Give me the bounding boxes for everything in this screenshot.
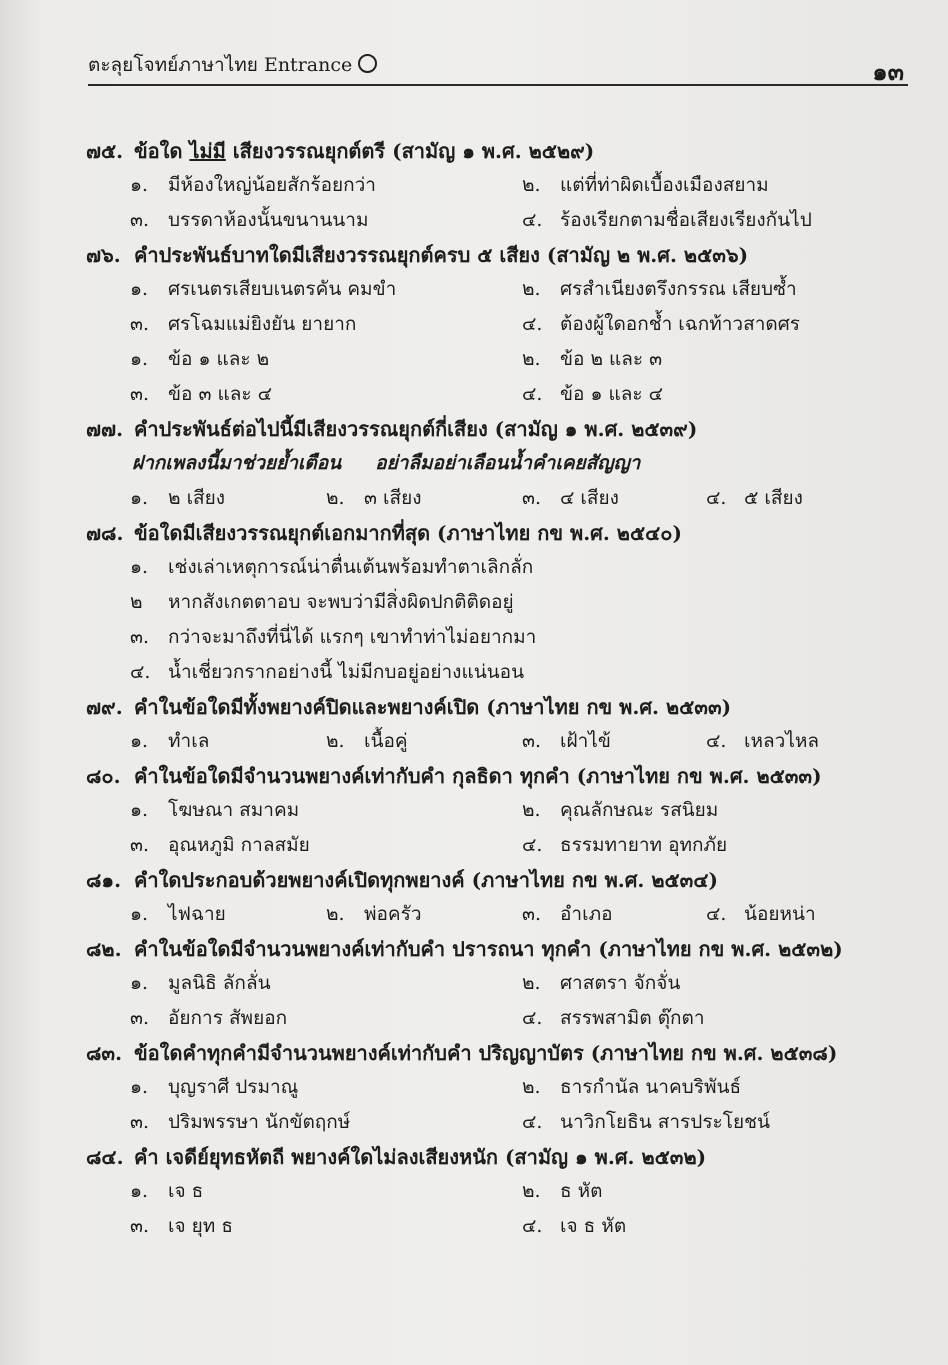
option-row xyxy=(86,966,826,1001)
option-row xyxy=(86,1001,826,1036)
option-text: บุญราศี ปรมาณู xyxy=(168,1076,299,1098)
option xyxy=(130,1105,350,1140)
question-text: คำในข้อใดมีจำนวนพยางค์เท่ากับคำ กุลธิดา ทุกคำ (ภาษาไทย กข พ.ศ. ๒๕๓๓) xyxy=(134,764,822,788)
option-text: ศรโฉมแม่ยิงยัน ยายาก xyxy=(168,313,357,335)
option-text: ธารกำนัล นาคบริพันธ์ xyxy=(560,1076,742,1098)
option xyxy=(130,203,368,238)
option-text: บรรดาห้องนั้นขนานนาม xyxy=(168,209,369,231)
option-row xyxy=(86,168,826,203)
option xyxy=(130,966,271,1001)
option-number: ๓. xyxy=(522,730,542,752)
option-number: ๒ xyxy=(130,591,143,613)
option-text: โฆษณา สมาคม xyxy=(168,799,300,821)
option xyxy=(522,966,680,1001)
option-number: ๔. xyxy=(522,834,543,856)
option-row xyxy=(86,342,826,377)
option-number: ๔. xyxy=(522,209,543,231)
question-text: คำในข้อใดมีจำนวนพยางค์เท่ากับคำ ปรารถนา ทุกคำ (ภาษาไทย กข พ.ศ. ๒๕๓๒) xyxy=(134,937,843,961)
option-row xyxy=(86,377,826,412)
option-number: ๒. xyxy=(326,730,345,752)
option-number: ๑. xyxy=(130,1076,149,1098)
option xyxy=(130,724,209,759)
option-number: ๑. xyxy=(130,278,149,300)
question-77 xyxy=(86,412,826,446)
book-title: ตะลุยโจทย์ภาษาไทย Entrance xyxy=(88,54,353,76)
question-text: เสียงวรรณยุกต์ตรี (สามัญ ๑ พ.ศ. ๒๕๒๙) xyxy=(225,139,595,163)
question-list xyxy=(86,134,843,1244)
option xyxy=(130,793,299,828)
option-number: ๑. xyxy=(130,174,149,196)
page-header xyxy=(88,48,908,86)
page-number: ๑๓ xyxy=(872,57,904,86)
question-text: ข้อใด xyxy=(134,139,190,163)
option-text: ศาสตรา จักจั่น xyxy=(560,972,681,994)
option-number: ๓. xyxy=(130,1007,150,1029)
question-number: ๗๙. xyxy=(86,695,123,719)
option xyxy=(522,1070,741,1105)
option-text: น้ำเชี่ยวกรากอย่างนี้ ไม่มีกบอยู่อย่างแน่นอน xyxy=(168,661,525,683)
option-number: ๔. xyxy=(522,383,543,405)
option-row xyxy=(86,897,826,932)
option xyxy=(130,620,536,655)
option xyxy=(706,897,816,932)
option-text: มีห้องใหญ่น้อยสักร้อยกว่า xyxy=(168,174,376,196)
option xyxy=(522,1209,626,1244)
option-text: คุณลักษณะ รสนิยม xyxy=(560,799,719,821)
option-row xyxy=(86,793,826,828)
option-number: ๒. xyxy=(522,799,541,821)
option-text: เนื้อคู่ xyxy=(364,730,408,752)
option-row xyxy=(86,1070,826,1105)
verse-line: อย่าลืมอย่าเลือนน้ำคำเคยสัญญา xyxy=(375,452,641,474)
option-text: ๔ เสียง xyxy=(560,487,619,509)
question-79 xyxy=(86,690,826,724)
option xyxy=(522,168,769,203)
question-75 xyxy=(86,134,826,168)
option-text: ศรสำเนียงตรึงกรรณ เสียบซ้ำ xyxy=(560,278,797,300)
option-number: ๓. xyxy=(130,1215,150,1237)
option xyxy=(326,724,408,759)
option-row xyxy=(86,620,826,655)
option-number: ๓. xyxy=(130,1111,150,1133)
option-row xyxy=(86,272,826,307)
option xyxy=(522,724,611,759)
question-83 xyxy=(86,1036,838,1070)
question-number: ๗๗. xyxy=(86,417,124,441)
option-text: แต่ที่ท่าผิดเบื้องเมืองสยาม xyxy=(560,174,769,196)
option-number: ๔. xyxy=(706,903,727,925)
option xyxy=(522,272,797,307)
option-number: ๔. xyxy=(522,313,543,335)
option-number: ๒. xyxy=(326,903,345,925)
option-text: ข้อ ๑ และ ๔ xyxy=(560,383,664,405)
option-text: อัยการ สัพยอก xyxy=(168,1007,288,1029)
option-text: เหลวไหล xyxy=(744,730,820,752)
option xyxy=(130,342,269,377)
question-text: ข้อใดคำทุกคำมีจำนวนพยางค์เท่ากับคำ ปริญญาบัตร (ภาษาไทย กข พ.ศ. ๒๕๓๘) xyxy=(134,1041,838,1065)
option xyxy=(522,1001,705,1036)
option-text: นาวิกโยธิน สารประโยชน์ xyxy=(560,1111,770,1133)
option-number: ๓. xyxy=(130,383,150,405)
question-text: ข้อใดมีเสียงวรรณยุกต์เอกมากที่สุด (ภาษาไทย กข พ.ศ. ๒๕๔๐) xyxy=(134,521,682,545)
question-82 xyxy=(86,932,843,966)
option-number: ๔. xyxy=(706,487,727,509)
option-text: ไฟฉาย xyxy=(168,903,226,925)
question-number: ๘๒. xyxy=(86,937,122,961)
option-number: ๒. xyxy=(522,174,541,196)
option-row xyxy=(86,1174,826,1209)
option-number: ๓. xyxy=(522,903,542,925)
option xyxy=(522,342,662,377)
option-text: ทำเล xyxy=(168,730,210,752)
option-number: ๒. xyxy=(522,348,541,370)
option xyxy=(522,377,663,412)
question-number: ๗๘. xyxy=(86,521,124,545)
question-text: คำใดประกอบด้วยพยางค์เปิดทุกพยางค์ (ภาษาไทย กข พ.ศ. ๒๕๓๔) xyxy=(134,868,718,892)
option-text: ข้อ ๑ และ ๒ xyxy=(168,348,270,370)
question-number: ๘๐. xyxy=(86,764,121,788)
option-number: ๑. xyxy=(130,1180,149,1202)
option-number: ๑. xyxy=(130,972,149,994)
option xyxy=(130,828,310,863)
option-text: ข้อ ๓ และ ๔ xyxy=(168,383,272,405)
option xyxy=(522,481,619,516)
verse-line: ฝากเพลงนี้มาช่วยย้ำเตือน xyxy=(132,452,342,474)
option xyxy=(130,550,533,585)
option xyxy=(130,272,396,307)
option-number: ๑. xyxy=(130,799,149,821)
option-text: ๕ เสียง xyxy=(744,487,803,509)
option-text: ต้องผู้ใดอกช้ำ เฉกท้าวสาดศร xyxy=(560,313,800,335)
question-text: คำในข้อใดมีทั้งพยางค์ปิดและพยางค์เปิด (ภาษาไทย กข พ.ศ. ๒๕๓๓) xyxy=(134,695,732,719)
option xyxy=(130,1070,298,1105)
option-number: ๑. xyxy=(130,348,149,370)
option-number: ๔. xyxy=(522,1215,543,1237)
option-text: กว่าจะมาถึงที่นี่ได้ แรกๆ เขาทำท่าไม่อยากมา xyxy=(168,626,537,648)
option-text: อำเภอ xyxy=(560,903,613,925)
header-title xyxy=(88,50,377,80)
option xyxy=(522,1174,603,1209)
question-number: ๗๖. xyxy=(86,243,121,267)
option xyxy=(522,1105,770,1140)
option xyxy=(522,828,727,863)
option-row xyxy=(86,481,826,516)
option-text: ๒ เสียง xyxy=(168,487,226,509)
option-number: ๓. xyxy=(522,487,542,509)
option-number: ๔. xyxy=(706,730,727,752)
option-text: เฝ้าไข้ xyxy=(560,730,611,752)
option-text: ปริมพรรษา นักขัตฤกษ์ xyxy=(168,1111,351,1133)
question-number: ๘๑. xyxy=(86,868,122,892)
option xyxy=(130,1209,233,1244)
option-number: ๒. xyxy=(522,972,541,994)
option-number: ๓. xyxy=(130,834,150,856)
option xyxy=(522,203,812,238)
option xyxy=(130,377,272,412)
option xyxy=(130,481,225,516)
option xyxy=(130,168,376,203)
option xyxy=(130,897,226,932)
option-row xyxy=(86,828,826,863)
option-text: น้อยหน่า xyxy=(744,903,816,925)
option-text: ศรเนตรเสียบเนตรคัน คมขำ xyxy=(168,278,397,300)
option-text: สรรพสามิต ตุ๊กตา xyxy=(560,1007,705,1029)
option-number: ๑. xyxy=(130,730,149,752)
option-number: ๑. xyxy=(130,903,149,925)
question-80 xyxy=(86,759,826,793)
question-number: ๗๕. xyxy=(86,139,124,163)
option xyxy=(130,585,514,620)
option-number: ๒. xyxy=(326,487,345,509)
option-text: เจ ยุท ธ xyxy=(168,1215,233,1237)
question-text: คำ เจดีย์ยุทธหัตถี พยางค์ใดไม่ลงเสียงหนัก (สามัญ ๑ พ.ศ. ๒๕๓๒) xyxy=(134,1145,707,1169)
question-76 xyxy=(86,238,826,272)
question-text-underlined: ไม่มี xyxy=(189,139,226,163)
question-78 xyxy=(86,516,826,550)
option-number: ๒. xyxy=(522,1076,541,1098)
option xyxy=(706,481,803,516)
option-text: มูลนิธิ ลักลั่น xyxy=(168,972,271,994)
option-row xyxy=(86,203,826,238)
option-number: ๒. xyxy=(522,278,541,300)
option xyxy=(522,897,613,932)
option xyxy=(522,307,800,342)
option-number: ๓. xyxy=(130,209,150,231)
question-text: คำประพันธ์ต่อไปนี้มีเสียงวรรณยุกต์กี่เสียง (สามัญ ๑ พ.ศ. ๒๕๓๙) xyxy=(134,417,698,441)
option xyxy=(130,655,524,690)
option-row xyxy=(86,307,826,342)
option-number: ๔. xyxy=(130,661,151,683)
question-text: คำประพันธ์บาทใดมีเสียงวรรณยุกต์ครบ ๕ เสียง (สามัญ ๒ พ.ศ. ๒๕๓๖) xyxy=(134,243,749,267)
option xyxy=(130,307,356,342)
option-text: เจ ธ xyxy=(168,1180,204,1202)
option-row xyxy=(86,1209,826,1244)
option-row xyxy=(86,550,826,585)
option-number: ๑. xyxy=(130,487,149,509)
option xyxy=(130,1174,203,1209)
question-84 xyxy=(86,1140,826,1174)
question-number: ๘๓. xyxy=(86,1041,123,1065)
option-row xyxy=(86,655,826,690)
option-row xyxy=(86,1105,826,1140)
option-text: อุณหภูมิ กาลสมัย xyxy=(168,834,310,856)
option-text: ร้องเรียกตามชื่อเสียงเรียงกันไป xyxy=(560,209,812,231)
option-text: เจ ธ หัต xyxy=(560,1215,627,1237)
option-text: หากสังเกตตาอบ จะพบว่ามีสิ่งผิดปกติติดอยู่ xyxy=(168,591,514,613)
option xyxy=(326,481,422,516)
question-81 xyxy=(86,863,826,897)
circle-icon xyxy=(358,54,377,73)
option-row xyxy=(86,724,826,759)
option-number: ๔. xyxy=(522,1007,543,1029)
question-number: ๘๔. xyxy=(86,1145,124,1169)
option-number: ๒. xyxy=(522,1180,541,1202)
option-number: ๓. xyxy=(130,313,150,335)
option-text: เช่งเล่าเหตุการณ์น่าตื่นเต้นพร้อมทำตาเลิกลั่ก xyxy=(168,556,534,578)
option xyxy=(706,724,819,759)
option-row xyxy=(86,585,826,620)
option-text: ธ หัต xyxy=(560,1180,603,1202)
option-text: ๓ เสียง xyxy=(364,487,422,509)
option xyxy=(326,897,422,932)
poem-verse xyxy=(86,446,826,481)
option xyxy=(130,1001,287,1036)
option-text: ข้อ ๒ และ ๓ xyxy=(560,348,663,370)
option-text: พ่อครัว xyxy=(364,903,422,925)
option-number: ๓. xyxy=(130,626,150,648)
option-number: ๑. xyxy=(130,556,149,578)
option-text: ธรรมทายาท อุทกภัย xyxy=(560,834,728,856)
option xyxy=(522,793,718,828)
option-number: ๔. xyxy=(522,1111,543,1133)
